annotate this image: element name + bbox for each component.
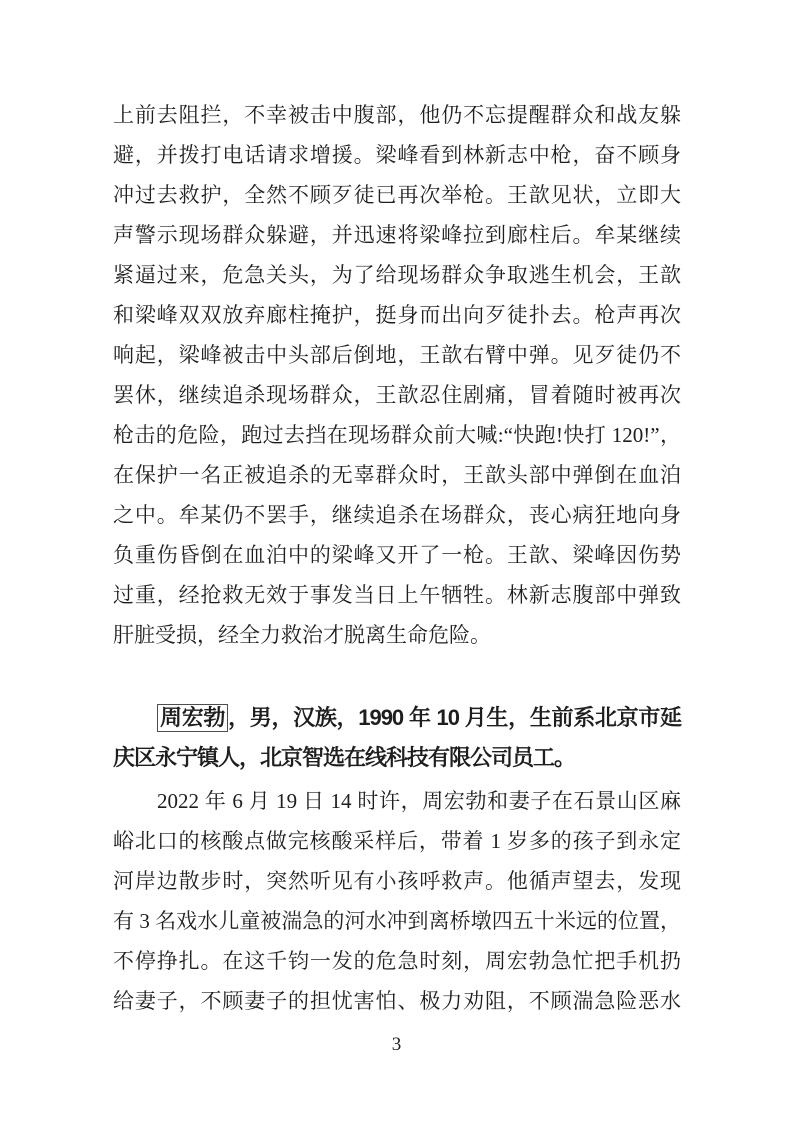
- text-line: 避，并拨打电话请求增援。梁峰看到林新志中枪，奋不顾身: [113, 143, 681, 167]
- boxed-name: 周宏勃: [157, 704, 228, 732]
- paragraph-zhou-hongbo-rescue: [113, 781, 681, 1021]
- text-line: 河岸边散步时，突然听见有小孩呼救声。他循声望去，发现: [113, 869, 681, 893]
- text-line: 之中。牟某仍不罢手，继续追杀在场群众，丧心病狂地向身: [113, 503, 681, 527]
- text-line: 给妻子，不顾妻子的担忧害怕、极力劝阻，不顾湍急险恶水: [113, 989, 681, 1013]
- document-content: [113, 95, 681, 1021]
- text-line: 峪北口的核酸点做完核酸采样后，带着 1 岁多的孩子到永定: [113, 829, 681, 853]
- text-line: 枪击的危险，跑过去挡在现场群众前大喊:“快跑!快打 120!”，: [113, 423, 681, 447]
- text-line: 上前去阻拦，不幸被击中腹部，他仍不忘提醒群众和战友躲: [113, 103, 681, 127]
- text-line: 罢休，继续追杀现场群众，王歆忍住剧痛，冒着随时被再次: [113, 383, 681, 407]
- paragraph-zhou-hongbo-profile: [113, 698, 681, 778]
- text-line: 庆区永宁镇人，北京智选在线科技有限公司员工。: [113, 745, 576, 770]
- text-line: 响起，梁峰被击中头部后倒地，王歆右臂中弹。见歹徒仍不: [113, 343, 681, 367]
- text-line: 冲过去救护，全然不顾歹徒已再次举枪。王歆见状，立即大: [113, 183, 681, 207]
- text-line: 过重，经抢救无效于事发当日上午牺牲。林新志腹部中弹致: [113, 583, 681, 607]
- text-line: 周宏勃 ，男，汉族，1990 年 10 月生，生前系北京市延: [113, 698, 681, 738]
- text-line: 负重伤昏倒在血泊中的梁峰又开了一枪。王歆、梁峰因伤势: [113, 543, 681, 567]
- text-line: 不停挣扎。在这千钧一发的危急时刻，周宏勃急忙把手机扔: [113, 949, 681, 973]
- text-line: 有 3 名戏水儿童被湍急的河水冲到离桥墩四五十米远的位置，: [113, 909, 681, 933]
- text-line: 在保护一名正被追杀的无辜群众时，王歆头部中弹倒在血泊: [113, 463, 681, 487]
- text-line: 肝脏受损，经全力救治才脱离生命危险。: [113, 623, 491, 647]
- text-line: 2022 年 6 月 19 日 14 时许，周宏勃和妻子在石景山区麻: [157, 789, 681, 813]
- page-number: 3: [391, 1034, 402, 1055]
- text-line: 和梁峰双双放弃廊柱掩护，挺身而出向歹徒扑去。枪声再次: [113, 303, 681, 327]
- text-line: 声警示现场群众躲避，并迅速将梁峰拉到廊柱后。牟某继续: [113, 223, 681, 247]
- paragraph-wang-xin-deeds: [113, 95, 681, 655]
- text-line: 紧逼过来，危急关头，为了给现场群众争取逃生机会，王歆: [113, 263, 681, 287]
